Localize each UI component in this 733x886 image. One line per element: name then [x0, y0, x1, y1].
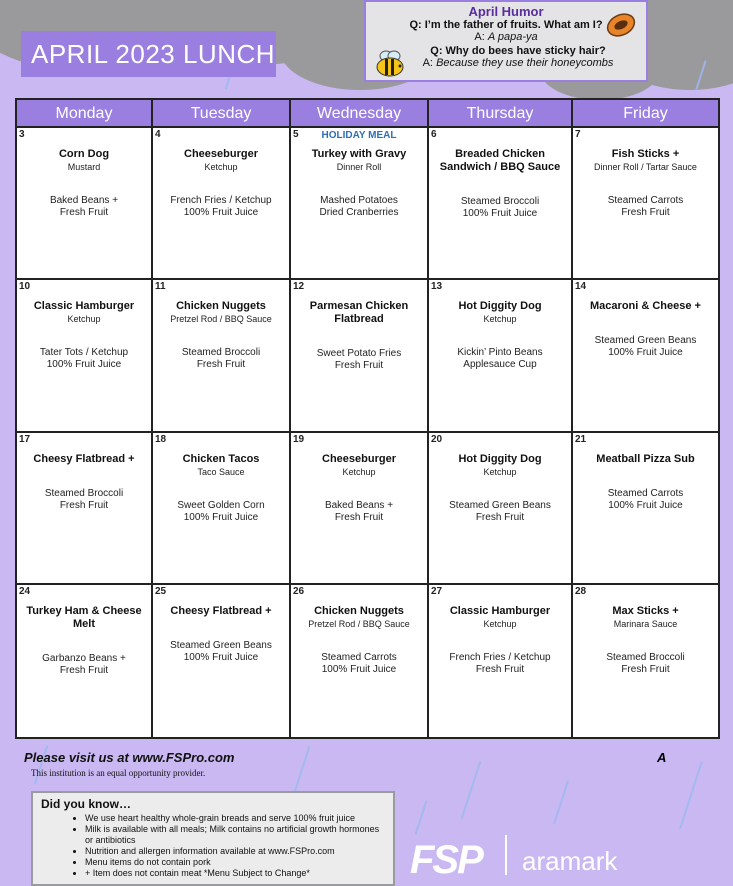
papaya-icon [606, 12, 636, 38]
bee-icon [374, 48, 406, 78]
humor-answer-1 [366, 31, 646, 43]
side-item: Steamed Green Beans [170, 639, 272, 651]
side-item: Tater Tots / Ketchup [39, 347, 129, 359]
day-number: 20 [431, 433, 443, 445]
side-item: Fresh Fruit [59, 664, 109, 676]
humor-answer-2-label: A: [422, 57, 433, 69]
entree-name: Corn Dog [58, 148, 110, 160]
did-you-know-item: • + Item does not contain meat *Menu Subject to Change* [85, 868, 385, 879]
entree-condiment: Ketchup [483, 466, 517, 477]
entree-condiment: Ketchup [483, 618, 517, 629]
did-you-know-item: • We use heart healthy whole-grain breads and serve 100% fruit juice [85, 813, 385, 824]
side-item: Baked Beans + [49, 195, 119, 206]
entree-name: Chicken Tacos [182, 452, 260, 465]
entree-condiment: Pretzel Rod / BBQ Sauce [170, 314, 272, 325]
logo-divider [505, 835, 507, 875]
entree-name: Max Sticks + [612, 604, 679, 617]
humor-answer-1-label: A: [474, 31, 485, 43]
entree-name: Meatball Pizza Sub [596, 452, 695, 465]
day-number: 14 [575, 281, 587, 293]
day-cell [153, 280, 291, 432]
day-cell [17, 128, 153, 280]
side-item: 100% Fruit Juice [462, 208, 538, 219]
did-you-know-heading: Did you know… [41, 797, 131, 811]
day-number: 5 [293, 129, 299, 140]
day-cell [17, 433, 153, 585]
side-item: Steamed Green Beans [594, 335, 697, 347]
day-cell [291, 433, 429, 585]
entree-name: Classic Hamburger [449, 604, 551, 617]
side-item: Fresh Fruit [334, 360, 384, 372]
side-item: Steamed Broccoli [460, 196, 540, 207]
day-cell [429, 585, 573, 737]
day-number: 4 [155, 129, 161, 140]
day-number: 11 [155, 281, 166, 293]
entree-condiment: Ketchup [483, 314, 517, 325]
side-item: Mashed Potatoes [320, 195, 398, 206]
page-title: APRIL 2023 LUNCH [21, 31, 276, 77]
entree-condiment: Dinner Roll / Tartar Sauce [594, 162, 697, 172]
aramark-logo: aramark [522, 846, 618, 876]
sides-list [291, 500, 427, 524]
did-you-know-item: • Nutrition and allergen information available at www.FSPro.com [85, 846, 385, 857]
entree-name: Macaroni & Cheese + [590, 300, 701, 313]
equal-opportunity-notice: This institution is an equal opportunity provider. [31, 768, 206, 778]
side-item: Steamed Carrots [607, 195, 684, 206]
day-cell [573, 433, 718, 585]
day-number: 25 [155, 585, 167, 597]
humor-question-2: Q: Why do bees have sticky hair? [430, 45, 606, 57]
side-item: Fresh Fruit [475, 511, 525, 523]
did-you-know-item: • Milk is available with all meals; Milk contains no artificial growth hormones or antibiotics [85, 824, 385, 846]
entree-name: Fish Sticks + [611, 148, 680, 160]
day-number: 21 [575, 433, 587, 445]
day-cell [573, 585, 718, 737]
sides-list [153, 347, 289, 371]
fsp-logo: FSP [410, 838, 482, 882]
day-header-wednesday: Wednesday [291, 100, 429, 128]
side-item: Steamed Broccoli [44, 487, 124, 499]
humor-answer-2-text: Because they use their honeycombs [436, 57, 614, 69]
entree-name: Cheesy Flatbread + [33, 452, 135, 465]
side-item: Applesauce Cup [463, 359, 537, 371]
sides-list [153, 640, 289, 664]
sides-list [429, 652, 571, 676]
entree-name: Hot Diggity Dog [458, 300, 542, 313]
entree-name: Breaded Chicken Sandwich / BBQ Sauce [439, 148, 561, 173]
entree-name: Turkey Ham & Cheese Melt [26, 604, 142, 630]
day-number: 28 [575, 585, 587, 597]
side-item: Dried Cranberries [319, 207, 399, 218]
sides-list [573, 195, 718, 219]
sides-list [153, 500, 289, 524]
side-item: Steamed Carrots [321, 651, 397, 663]
day-number: 12 [293, 281, 305, 293]
entree-name: Chicken Nuggets [176, 300, 266, 313]
side-item: 100% Fruit Juice [183, 511, 259, 523]
did-you-know-list [85, 813, 385, 879]
rain-decoration [415, 801, 428, 835]
day-cell [573, 280, 718, 432]
day-number: 13 [431, 281, 443, 293]
day-cell [291, 280, 429, 432]
side-item: French Fries / Ketchup [170, 195, 272, 206]
sides-list [291, 652, 427, 676]
side-item: Garbanzo Beans + [42, 652, 126, 664]
side-item: 100% Fruit Juice [321, 663, 397, 675]
side-item: Sweet Golden Corn [177, 499, 265, 511]
rain-decoration [679, 761, 703, 828]
entree-name: Turkey with Gravy [311, 148, 407, 160]
side-item: Fresh Fruit [334, 511, 384, 523]
day-number: 10 [19, 281, 31, 293]
entree-condiment: Mustard [67, 162, 101, 172]
side-item: 100% Fruit Juice [183, 651, 259, 663]
entree-name: Classic Hamburger [33, 300, 135, 313]
sides-list [17, 488, 151, 512]
entree-name: Hot Diggity Dog [458, 452, 542, 465]
entree-condiment: Taco Sauce [197, 466, 245, 477]
rain-decoration [461, 761, 481, 819]
sides-list [17, 347, 151, 371]
day-cell [153, 585, 291, 737]
day-number: 17 [19, 433, 31, 445]
sides-list [17, 653, 151, 677]
side-item: Kickin’ Pinto Beans [457, 347, 543, 359]
side-item: French Fries / Ketchup [449, 651, 551, 663]
lunch-calendar [15, 98, 720, 739]
sides-list [291, 348, 427, 372]
side-item: Fresh Fruit [621, 663, 670, 675]
entree-name: Cheeseburger [184, 148, 258, 160]
sides-list [17, 195, 151, 219]
day-cell [429, 128, 573, 280]
sides-list [429, 196, 571, 220]
day-cell [153, 433, 291, 585]
humor-answer-1-text: A papa-ya [487, 31, 538, 43]
day-cell [291, 128, 429, 280]
day-cell [153, 128, 291, 280]
humor-heading: April Humor [468, 4, 544, 19]
day-cell [573, 128, 718, 280]
day-number: 27 [431, 585, 443, 597]
side-item: Baked Beans + [324, 499, 394, 511]
day-cell [291, 585, 429, 737]
day-cell [17, 280, 153, 432]
day-cell [429, 433, 573, 585]
day-number: 7 [575, 129, 581, 140]
day-number: 26 [293, 585, 305, 597]
side-item: Sweet Potato Fries [316, 348, 402, 360]
entree-condiment: Ketchup [342, 466, 376, 477]
website-notice: Please visit us at www.FSPro.com [24, 750, 235, 765]
side-item: 100% Fruit Juice [46, 359, 122, 371]
humor-answer-2 [366, 57, 646, 69]
day-header-friday: Friday [573, 100, 718, 128]
day-number: 6 [431, 129, 437, 140]
side-item: Fresh Fruit [621, 207, 670, 218]
entree-name: Parmesan Chicken Flatbread [309, 300, 409, 326]
humor-question-1: Q: I’m the father of fruits. What am I? [409, 19, 603, 31]
entree-condiment: Ketchup [204, 162, 238, 172]
sides-list [153, 195, 289, 219]
sides-list [429, 347, 571, 371]
entree-condiment: Ketchup [67, 314, 101, 325]
sides-list [573, 335, 718, 359]
side-item: Steamed Green Beans [449, 499, 551, 511]
day-number: 18 [155, 433, 167, 445]
day-cell [429, 280, 573, 432]
day-number: 3 [19, 129, 25, 140]
day-header-thursday: Thursday [429, 100, 573, 128]
did-you-know-item: • Menu items do not contain pork [85, 857, 385, 868]
rain-decoration [553, 781, 569, 824]
holiday-tag: HOLIDAY MEAL [321, 130, 397, 141]
day-header-monday: Monday [17, 100, 153, 128]
entree-condiment: Pretzel Rod / BBQ Sauce [308, 618, 410, 629]
side-item: Fresh Fruit [475, 663, 525, 675]
entree-condiment: Dinner Roll [336, 162, 382, 172]
side-item: 100% Fruit Juice [608, 499, 683, 511]
side-item: Steamed Carrots [607, 487, 684, 499]
side-item: Fresh Fruit [196, 359, 246, 371]
side-item: 100% Fruit Juice [183, 207, 259, 218]
did-you-know-box [31, 791, 395, 886]
grade-letter: A [657, 750, 667, 765]
sides-list [291, 195, 427, 219]
side-item: Fresh Fruit [59, 499, 109, 511]
day-cell [17, 585, 153, 737]
day-header-tuesday: Tuesday [153, 100, 291, 128]
sides-list [429, 500, 571, 524]
sides-list [573, 488, 718, 512]
entree-name: Cheeseburger [322, 452, 396, 465]
side-item: 100% Fruit Juice [608, 347, 683, 359]
day-number: 24 [19, 585, 31, 597]
side-item: Steamed Broccoli [181, 347, 261, 359]
entree-condiment: Marinara Sauce [613, 618, 678, 629]
entree-name: Chicken Nuggets [314, 604, 404, 617]
april-humor-box [364, 0, 648, 82]
side-item: Fresh Fruit [59, 207, 109, 218]
side-item: Steamed Broccoli [606, 651, 685, 663]
sides-list [573, 652, 718, 676]
entree-name: Cheesy Flatbread + [170, 604, 272, 617]
day-number: 19 [293, 433, 305, 445]
